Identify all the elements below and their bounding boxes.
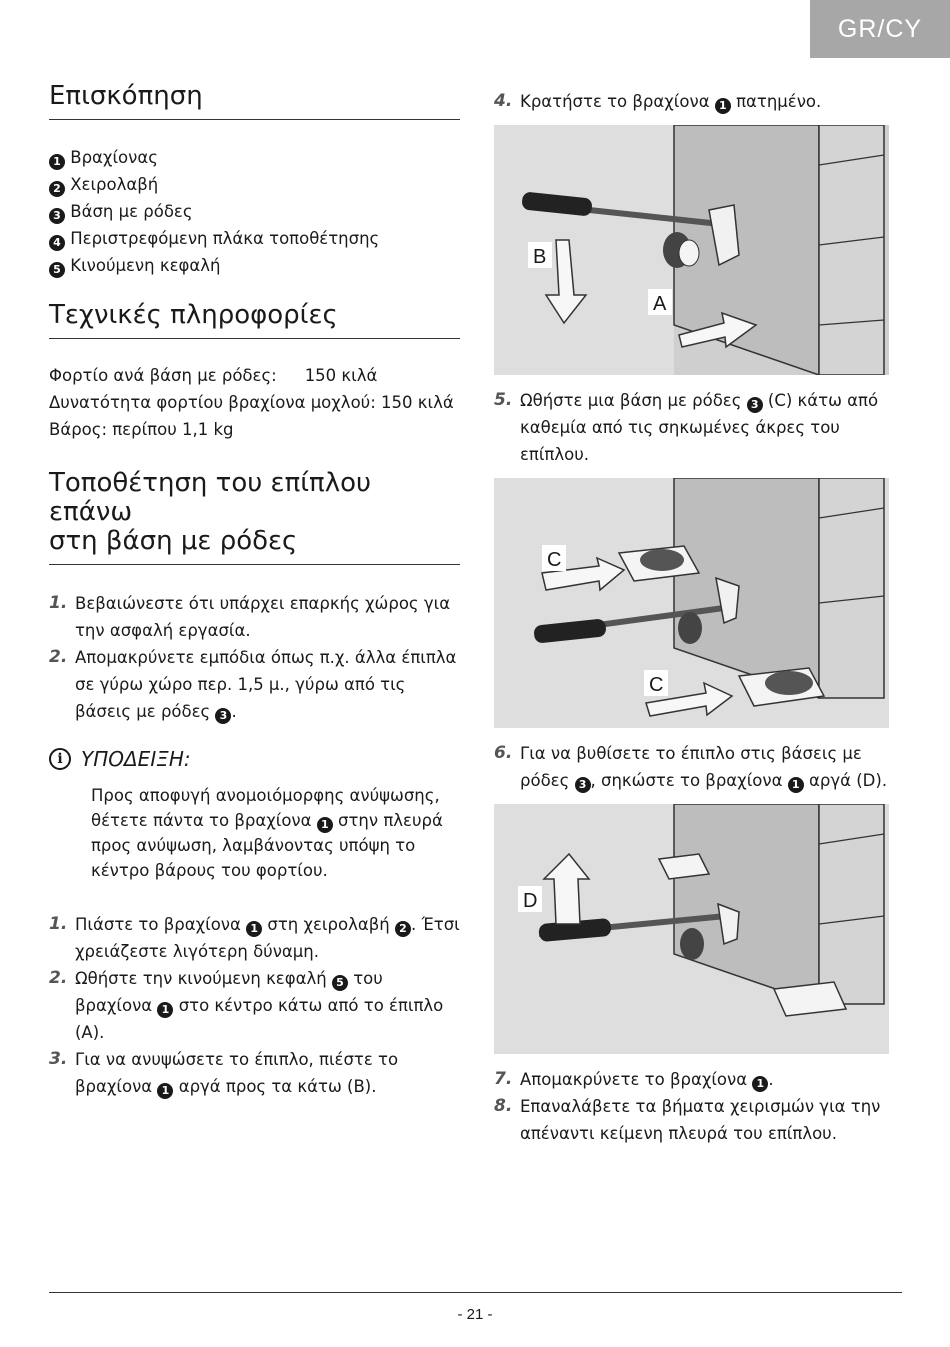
number-bullet: 4: [49, 235, 65, 251]
spec-line: Βάρος: περίπου 1,1 kg: [49, 420, 234, 439]
figure-label: A: [653, 293, 667, 315]
page-number: - 21 -: [457, 1306, 493, 1323]
figure-label: C: [649, 674, 664, 696]
number-bullet: 1: [157, 1002, 173, 1018]
number-bullet: 5: [49, 262, 65, 278]
list-item: 2. Απομακρύνετε εμπόδια όπως π.χ. άλλα έπιπλα σε γύρω χώρο περ. 1,5 μ., γύρω από τις βάσεις με ρόδες 3 .: [49, 647, 457, 722]
dolly-illustration: [494, 478, 889, 728]
figure-label: C: [547, 549, 562, 571]
number-bullet: 3: [49, 208, 65, 224]
tech-heading: Τεχνικές πληροφορίες: [49, 301, 460, 339]
overview-heading: Επισκόπηση: [49, 82, 460, 120]
lower-illustration: [494, 804, 889, 1054]
step-4: [494, 88, 894, 115]
figure-label: D: [523, 890, 538, 912]
overview-item: 2 Χειρολαβή: [49, 171, 460, 198]
number-bullet: 2: [49, 181, 65, 197]
overview-item: 4 Περιστρεφόμενη πλάκα τοποθέτησης: [49, 225, 460, 252]
number-bullet: 3: [747, 397, 763, 413]
prep-steps: [49, 590, 460, 725]
list-item: 5. Ωθήστε μια βάση με ρόδες 3 (C) κάτω από καθεμία από τις σηκωμένες άκρες του επίπλου.: [494, 390, 879, 464]
note-body: Προς αποφυγή ανομοιόμορφης ανύψωσης, θέτετε πάντα το βραχίονα 1 στην πλευρά προς ανύψωση, λαμβάνοντας υπόψη το κέντρο βάρους του φορτίου.: [91, 786, 443, 880]
number-bullet: 1: [157, 1083, 173, 1099]
illustration-lower-furniture: [494, 804, 889, 1054]
overview-list: [49, 144, 460, 279]
lift-steps: [49, 911, 460, 1100]
placement-heading: Τοποθέτηση του επίπλου επάνω στη βάση με ρόδες: [49, 469, 460, 565]
step-6: [494, 740, 894, 794]
step-5: [494, 387, 894, 468]
number-bullet: 1: [49, 154, 65, 170]
language-tab: GR/CY: [810, 0, 950, 58]
spec-line: Φορτίο ανά βάση με ρόδες: 150 κιλά: [49, 366, 378, 385]
number-bullet: 1: [752, 1076, 768, 1092]
list-item: 4. Κρατήστε το βραχίονα 1 πατημένο.: [494, 91, 822, 112]
number-bullet: 5: [332, 975, 348, 991]
list-item: 3. Για να ανυψώσετε το έπιπλο, πιέστε το βραχίονα 1 αργά προς τα κάτω (B).: [49, 1049, 399, 1097]
list-item: 1. Πιάστε το βραχίονα 1 στη χειρολαβή 2 . Έτσι χρειάζεστε λιγότερη δύναμη.: [49, 914, 460, 961]
overview-item: 5 Κινούμενη κεφαλή: [49, 252, 460, 279]
number-bullet: 3: [215, 708, 231, 724]
right-column: [494, 88, 894, 1147]
lever-illustration: [494, 125, 889, 375]
steps-7-8: [494, 1066, 894, 1147]
list-item: 6. Για να βυθίσετε το έπιπλο στις βάσεις με ρόδες 3 , σηκώστε το βραχίονα 1 αργά (D).: [494, 743, 888, 791]
number-bullet: 1: [317, 817, 333, 833]
overview-item: 1 Βραχίονας: [49, 144, 460, 171]
left-column: [49, 82, 460, 1100]
list-item: 8. Επαναλάβετε τα βήματα χειρισμών για την απέναντι κείμενη πλευρά του επίπλου.: [494, 1096, 881, 1143]
info-icon: i: [49, 748, 71, 770]
note-heading: i ΥΠΟΔΕΙΞΗ:: [49, 747, 460, 771]
footer-divider: [49, 1292, 902, 1293]
spec-line: Δυνατότητα φορτίου βραχίονα μοχλού: 150 κιλά: [49, 393, 454, 412]
list-item: 2. Ωθήστε την κινούμενη κεφαλή 5 του βραχίονα 1 στο κέντρο κάτω από το έπιπλο (A).: [49, 968, 444, 1042]
number-bullet: 3: [575, 777, 591, 793]
figure-label: B: [533, 246, 547, 268]
tech-specs: [49, 362, 460, 443]
number-bullet: 1: [788, 777, 804, 793]
illustration-lift-lever: [494, 125, 889, 375]
overview-item: 3 Βάση με ρόδες: [49, 198, 460, 225]
list-item: 1. Βεβαιώνεστε ότι υπάρχει επαρκής χώρος για την ασφαλή εργασία.: [49, 593, 451, 640]
number-bullet: 2: [395, 921, 411, 937]
illustration-insert-dollies: [494, 478, 889, 728]
number-bullet: 1: [715, 98, 731, 114]
number-bullet: 1: [246, 921, 262, 937]
list-item: 7. Απομακρύνετε το βραχίονα 1 .: [494, 1069, 774, 1090]
